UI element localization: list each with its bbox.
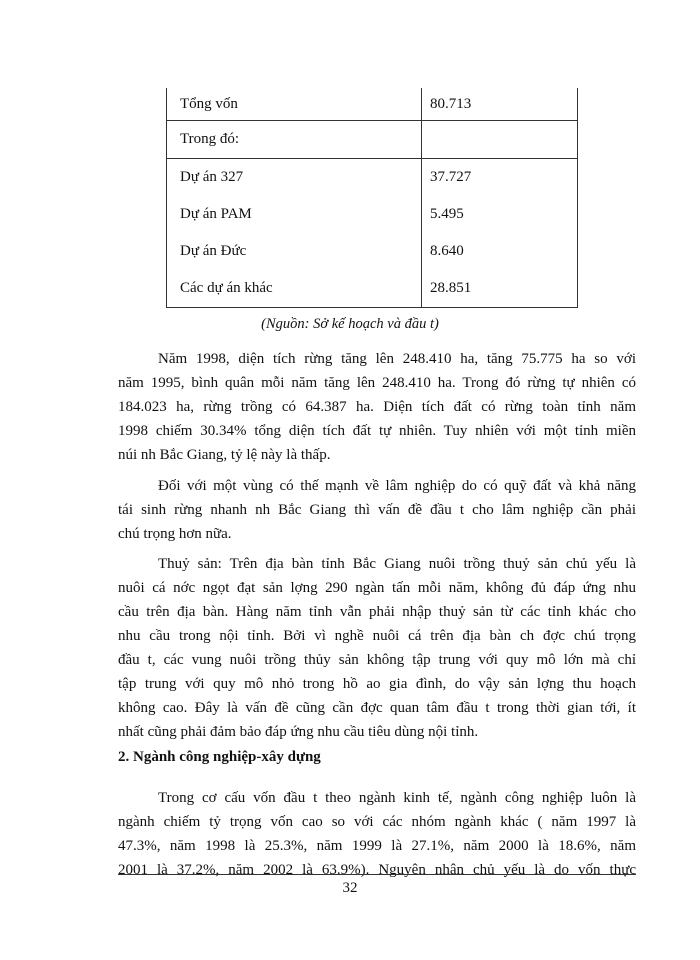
text-line: năm 1995, bình quân mỗi năm tăng lên 248.410 ha. Trong đó rừng tự nhiên có [118, 375, 636, 391]
text-line: tập trung với quy mô nhỏ trong hồ ao gia đình, do vậy sản lợng thu hoạch [118, 676, 636, 692]
table-cell-value: 5.495 [421, 196, 577, 233]
text-line: 1998 chiếm 30.34% tổng diện tích đất tự nhiên. Tuy nhiên với một tỉnh miền [118, 423, 636, 439]
text-line: nuôi cá nớc ngọt đạt sản lợng 290 ngàn tấn mỗi năm, không đủ đáp ứng nhu [118, 580, 636, 596]
text-line: 2001 là 37.2%, năm 2002 là 63.9%). Nguyên nhân chủ yếu là do vốn thực [118, 862, 636, 878]
table-cell-label: Các dự án khác [180, 280, 273, 296]
page-number: 32 [342, 880, 358, 896]
paragraph-industry [118, 786, 636, 882]
table-source-caption: (Nguồn: Sở kế hoạch và đầu t) [261, 316, 439, 332]
text-line: tái sinh rừng nhanh nh Bắc Giang thì vấn đề đầu t cho lâm nghiệp cần phải [118, 502, 636, 518]
text-line: nhu cầu trong nội tỉnh. Bởi vì nghề nuôi cá trên địa bàn ch đợc chú trọng [118, 628, 636, 644]
text-line: ngành chiếm tỷ trọng vốn cao so với các nhóm ngành khác ( năm 1997 là [118, 814, 636, 830]
table-row [167, 158, 577, 196]
table-cell-label: Dự án Đức [180, 243, 247, 259]
text-line: nhất cũng phải đảm bảo đáp ứng nhu cầu tiêu dùng nội tỉnh. [118, 724, 479, 740]
table-row [167, 233, 577, 270]
table-cell-label: Dự án 327 [180, 169, 244, 185]
table-cell-label: Trong đó: [180, 131, 240, 147]
paragraph-fisheries [118, 552, 636, 744]
text-line: đầu t, các vung nuôi trồng thủy sản không tập trung với quy mô lớn mà chỉ [118, 652, 636, 668]
table-cell-value [421, 121, 577, 158]
text-line: Thuỷ sản: Trên địa bàn tỉnh Bắc Giang nuôi trồng thuỷ sản chủ yếu là [158, 556, 636, 572]
table-cell-value: 80.713 [421, 88, 577, 120]
table-cell-value: 37.727 [421, 159, 577, 196]
text-line: 47.3%, năm 1998 là 25.3%, năm 1999 là 27.1%, năm 2000 là 18.6%, năm [118, 838, 636, 854]
table-row [167, 88, 577, 120]
text-line: Đối với một vùng có thế mạnh về lâm nghiệp do có quỹ đất và khả năng [158, 478, 636, 494]
text-line: cầu trên địa bàn. Hàng năm tỉnh vẫn phải nhập thuỷ sản từ các tỉnh khác cho [118, 604, 636, 620]
text-line: chú trọng hơn nữa. [118, 526, 232, 542]
table-cell-label: Dự án PAM [180, 206, 252, 222]
paragraph-forestry-investment [118, 474, 636, 546]
text-line: Năm 1998, diện tích rừng tăng lên 248.410 ha, tăng 75.775 ha so với [158, 351, 636, 367]
table-cell-label: Tổng vốn [180, 95, 238, 112]
table-row [167, 120, 577, 158]
investment-table [166, 88, 578, 308]
table-cell-value: 8.640 [421, 233, 577, 270]
paragraph-forest-area [118, 347, 636, 467]
text-line: Trong cơ cấu vốn đầu t theo ngành kinh tế, ngành công nghiệp luôn là [158, 790, 636, 806]
table-cell-value: 28.851 [421, 270, 577, 307]
section-heading: 2. Ngành công nghiệp-xây dựng [118, 749, 321, 765]
text-line: núi nh Bắc Giang, tỷ lệ này là thấp. [118, 447, 331, 463]
text-line: không cao. Đây là vấn đề cũng cần đợc quan tâm đầu t trong thời gian tới, ít [118, 700, 636, 716]
text-line: 184.023 ha, rừng trồng có 64.387 ha. Diện tích đất có rừng toàn tỉnh năm [118, 399, 636, 415]
table-row [167, 270, 577, 307]
footer-divider [118, 874, 636, 875]
table-row [167, 196, 577, 233]
